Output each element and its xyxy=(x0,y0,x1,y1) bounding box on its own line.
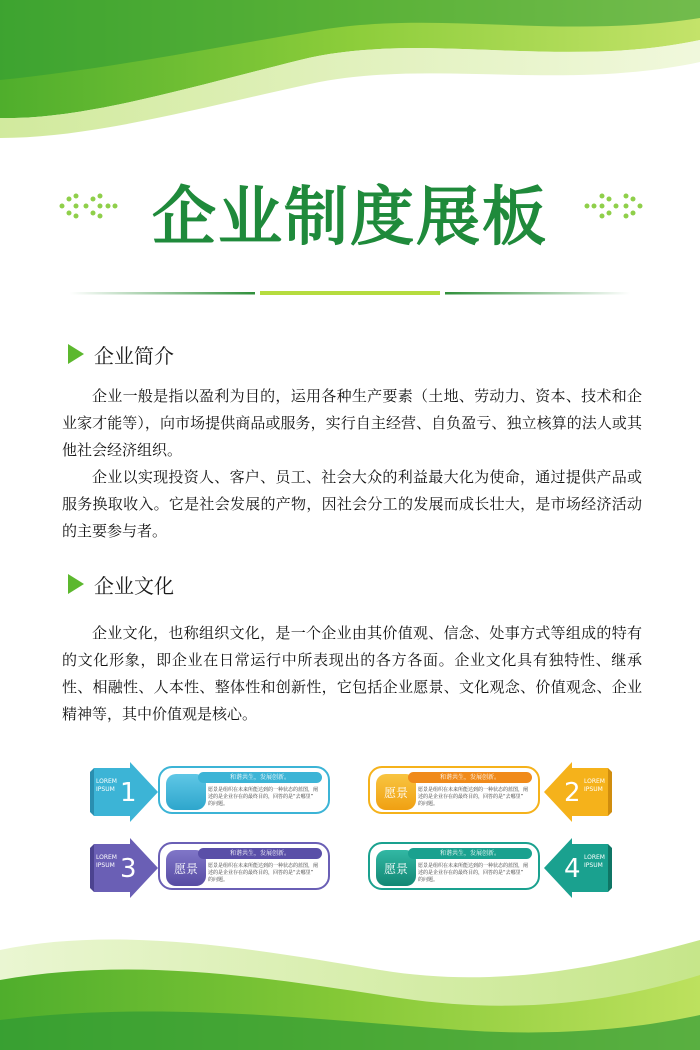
culture-paragraph-1: 企业文化，也称组织文化，是一个企业由其价值观、信念、处事方式等组成的特有的文化形象，即企业在日常运行中所表现出的各方各面。企业文化具有独特性、继承性、相融性、人本性、整体性和创新性，它包括企业愿景、文化观念、价值观念、企业精神等，其中价值观是核心。 xyxy=(62,624,642,723)
card-heading: 和谐共生，发展创新。 xyxy=(198,848,322,859)
badge-tag: LOREM xyxy=(96,778,117,785)
bottom-wave-decoration xyxy=(0,920,700,1050)
section-heading-label: 企业简介 xyxy=(94,344,174,368)
badge-tag: LOREM xyxy=(96,854,117,861)
card-heading: 和谐共生，发展创新。 xyxy=(198,772,322,783)
badge-number: 2 xyxy=(564,778,581,808)
infographic-row-1 xyxy=(90,762,610,822)
badge-tag-sub: IPSUM xyxy=(96,786,115,793)
card-description: 愿景是组织在未来所能达到的一种状态的蓝图，阐 述的是企业存在的最终目的，回答的是“去哪里” 的问题。 xyxy=(418,787,529,807)
infographic-row-2 xyxy=(90,838,610,898)
top-wave-decoration xyxy=(0,0,700,150)
card-heading: 和谐共生，发展创新。 xyxy=(408,772,532,783)
badge-number: 1 xyxy=(120,778,137,808)
triangle-bullet-icon xyxy=(68,344,84,364)
badge-number: 4 xyxy=(564,854,581,884)
item-2-badge-text xyxy=(542,762,612,824)
info-card-2 xyxy=(368,766,540,814)
page-title: 企业制度展板 xyxy=(152,181,548,255)
card-description: 愿景是组织在未来所能达到的一种状态的蓝图，阐 述的是企业存在的最终目的，回答的是“去哪里” 的问题。 xyxy=(208,787,319,807)
badge-tag-sub: IPSUM xyxy=(584,786,603,793)
info-card-4 xyxy=(368,842,540,890)
card-description: 愿景是组织在未来所能达到的一种状态的蓝图，阐 述的是企业存在的最终目的，回答的是“去哪里” 的问题。 xyxy=(208,863,319,883)
item-1-badge-text xyxy=(90,762,160,824)
item-3-badge-text xyxy=(90,838,160,900)
badge-tag: LOREM xyxy=(584,778,605,785)
badge-tag-sub: IPSUM xyxy=(584,862,603,869)
title-area xyxy=(0,160,700,260)
card-description: 愿景是组织在未来所能达到的一种状态的蓝图，阐 述的是企业存在的最终目的，回答的是“去哪里” 的问题。 xyxy=(418,863,529,883)
intro-paragraph-1: 企业一般是指以盈利为目的，运用各种生产要素（土地、劳动力、资本、技术和企业家才能等），向市场提供商品或服务，实行自主经营、自负盈亏、独立核算的法人或其他社会经济组织。 xyxy=(62,387,642,459)
info-card-3 xyxy=(158,842,330,890)
triangle-bullet-icon xyxy=(68,574,84,594)
badge-tag: LOREM xyxy=(584,854,605,861)
card-pill: 愿景 xyxy=(376,850,416,886)
intro-paragraph-2: 企业以实现投资人、客户、员工、社会大众的利益最大化为使命，通过提供产品或服务换取收入。它是社会发展的产物，因社会分工的发展而成长壮大，是市场经济活动的主要参与者。 xyxy=(62,468,642,540)
right-chevron-dots-icon xyxy=(582,192,644,220)
item-4-badge-text xyxy=(542,838,612,900)
card-heading: 和谐共生，发展创新。 xyxy=(408,848,532,859)
badge-tag-sub: IPSUM xyxy=(96,862,115,869)
badge-number: 3 xyxy=(120,854,137,884)
card-pill: 愿景 xyxy=(376,774,416,810)
card-pill: 愿景 xyxy=(166,850,206,886)
info-card-1 xyxy=(158,766,330,814)
title-divider xyxy=(70,290,630,296)
section-heading-label: 企业文化 xyxy=(94,574,174,598)
